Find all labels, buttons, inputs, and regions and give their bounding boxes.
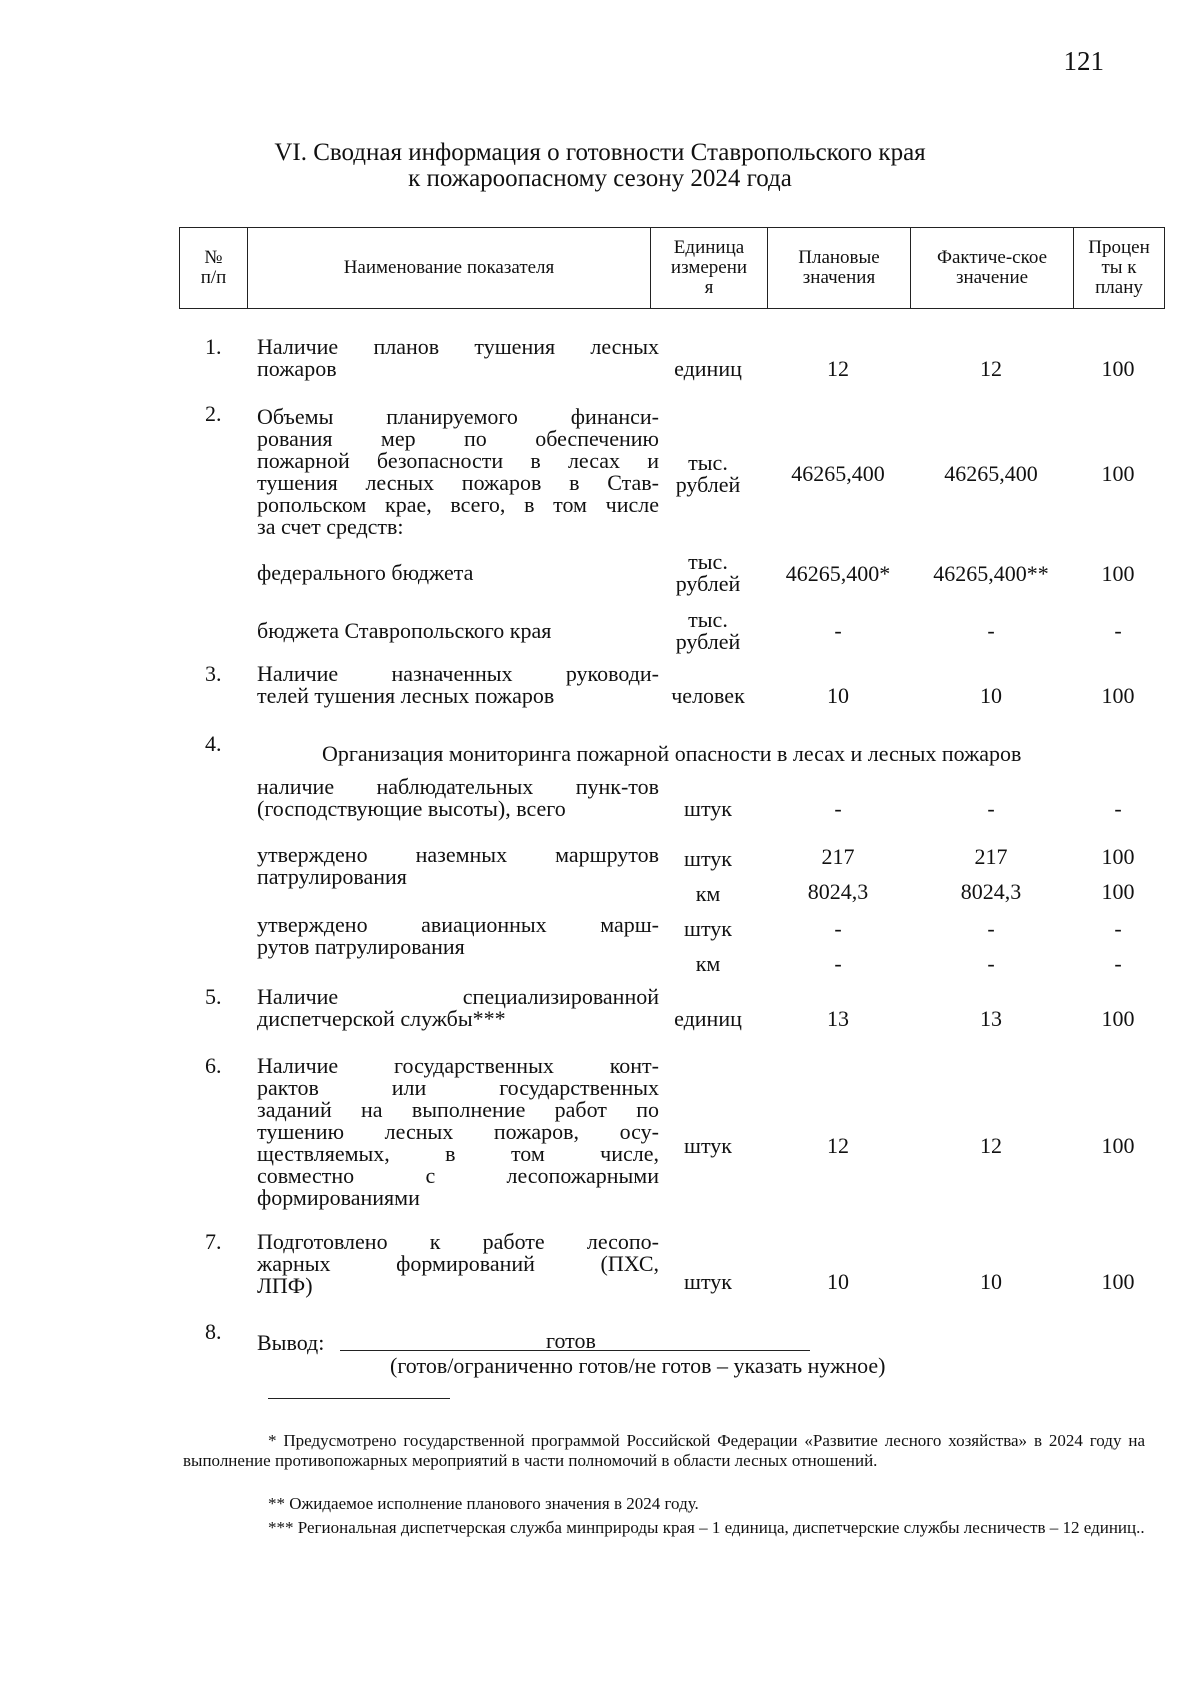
row-3-plan: 10: [827, 683, 849, 708]
row-4b-plan-1: 217: [821, 844, 855, 869]
header-fact: Фактиче-ское значение: [911, 228, 1074, 309]
row-2-fact: 46265,400: [944, 461, 1038, 486]
row-2a-name: федерального бюджета: [257, 560, 474, 585]
row-1-num: 1.: [205, 334, 222, 359]
header-name: Наименование показателя: [248, 228, 651, 309]
row-1-plan: 12: [827, 356, 849, 381]
row-2-name: Объемы планируемого финанси- рования мер по обеспечению пожарной безопасности в лесах и тушения лесных пожаров в Став- ропольском крае, всего, в том числе за счет средств:: [257, 404, 659, 539]
row-4c-percent-1: -: [1114, 916, 1122, 941]
row-7-fact: 10: [980, 1269, 1002, 1294]
row-2b-percent: -: [1114, 618, 1122, 643]
row-4b-fact-1: 217: [974, 844, 1008, 869]
row-4b-name: утверждено наземных маршрутов патрулирования: [257, 842, 659, 889]
row-3-fact: 10: [980, 683, 1002, 708]
row-3-name: Наличие назначенных руководи- телей тушения лесных пожаров: [257, 661, 659, 708]
row-2b-name: бюджета Ставропольского края: [257, 618, 552, 643]
row-2a-percent: 100: [1101, 561, 1135, 586]
page-number: 121: [1063, 46, 1104, 76]
row-5-unit: единиц: [674, 1006, 742, 1031]
table-header: [179, 227, 1165, 309]
row-2a-unit: тыс. рублей: [675, 549, 741, 596]
row-2b-unit: тыс. рублей: [675, 607, 741, 654]
row-6-fact: 12: [980, 1133, 1002, 1158]
row-4b-percent-2: 100: [1101, 879, 1135, 904]
conclusion-num: 8.: [205, 1319, 222, 1344]
row-7-name: Подготовлено к работе лесопо- жарных формирований (ПХС, ЛПФ): [257, 1229, 659, 1298]
row-1-percent: 100: [1101, 356, 1135, 381]
row-4c-fact-1: -: [987, 916, 995, 941]
row-4a-fact: -: [987, 796, 995, 821]
row-7-plan: 10: [827, 1269, 849, 1294]
row-1-unit: единиц: [674, 356, 742, 381]
row-6-plan: 12: [827, 1133, 849, 1158]
footnote-1: * Предусмотрено государственной программой Российской Федерации «Развитие лесного хозяйства» в 2024 году на выполнение противопожарных мероприятий в части полномочий в области лесных отношений.: [183, 1431, 1145, 1470]
row-2-percent: 100: [1101, 461, 1135, 486]
row-4a-unit: штук: [684, 796, 732, 821]
row-3-percent: 100: [1101, 683, 1135, 708]
conclusion-hint: (готов/ограниченно готов/не готов – указать нужное): [390, 1353, 886, 1378]
row-1-name: Наличие планов тушения лесных пожаров: [257, 334, 659, 381]
header-unit: Единица измерени я: [651, 228, 768, 309]
row-1-fact: 12: [980, 356, 1002, 381]
row-4b-unit-1: штук: [684, 846, 732, 871]
row-4-section-title: Организация мониторинга пожарной опасности в лесах и лесных пожаров: [322, 741, 1022, 766]
row-2b-plan: -: [834, 618, 842, 643]
row-4-num: 4.: [205, 731, 222, 756]
title-line-1: VI. Сводная информация о готовности Ставропольского края: [274, 139, 926, 166]
row-5-num: 5.: [205, 984, 222, 1009]
row-4c-plan-2: -: [834, 951, 842, 976]
page-title: [0, 140, 1200, 192]
footnote-3: *** Региональная диспетчерская служба минприроды края – 1 единица, диспетчерские службы лесничеств – 12 единиц..: [268, 1518, 1145, 1537]
row-5-fact: 13: [980, 1006, 1002, 1031]
row-6-num: 6.: [205, 1053, 222, 1078]
row-4a-name: наличие наблюдательных пунк-тов (господствующие высоты), всего: [257, 774, 659, 821]
row-4b-plan-2: 8024,3: [807, 879, 869, 904]
row-4c-fact-2: -: [987, 951, 995, 976]
row-3-unit: человек: [671, 683, 745, 708]
row-2a-plan: 46265,400*: [785, 561, 891, 586]
row-4b-fact-2: 8024,3: [960, 879, 1022, 904]
row-2-num: 2.: [205, 401, 222, 426]
row-5-plan: 13: [827, 1006, 849, 1031]
footnote-2: ** Ожидаемое исполнение планового значения в 2024 году.: [268, 1494, 699, 1513]
row-4b-percent-1: 100: [1101, 844, 1135, 869]
row-4c-plan-1: -: [834, 916, 842, 941]
row-6-unit: штук: [684, 1133, 732, 1158]
row-5-name: Наличие специализированной диспетчерской службы***: [257, 984, 659, 1031]
row-6-name: Наличие государственных конт- рактов или государственных заданий на выполнение работ по тушению лесных пожаров, осу- ществляемых, в том числе, совместно с лесопожарными формированиями: [257, 1053, 659, 1210]
row-4c-unit-2: км: [695, 951, 721, 976]
row-3-num: 3.: [205, 661, 222, 686]
row-7-percent: 100: [1101, 1269, 1135, 1294]
row-2a-fact: 46265,400**: [933, 561, 1049, 586]
footnote-divider: [268, 1398, 450, 1399]
header-plan: Плановые значения: [768, 228, 911, 309]
row-2-unit: тыс. рублей: [675, 450, 741, 497]
header-num: № п/п: [180, 228, 248, 309]
row-7-unit: штук: [684, 1269, 732, 1294]
conclusion-label: Вывод:: [257, 1330, 325, 1355]
row-7-num: 7.: [205, 1229, 222, 1254]
row-4c-name: утверждено авиационных марш- рутов патрулирования: [257, 912, 659, 959]
row-4c-percent-2: -: [1114, 951, 1122, 976]
row-2-plan: 46265,400: [791, 461, 885, 486]
conclusion-value: готов: [546, 1328, 596, 1353]
row-5-percent: 100: [1101, 1006, 1135, 1031]
row-2b-fact: -: [987, 618, 995, 643]
row-6-percent: 100: [1101, 1133, 1135, 1158]
row-4c-unit-1: штук: [684, 916, 732, 941]
header-percent: Процен ты к плану: [1074, 228, 1165, 309]
row-4a-plan: -: [834, 796, 842, 821]
row-4b-unit-2: км: [695, 881, 721, 906]
row-4a-percent: -: [1114, 796, 1122, 821]
title-line-2: к пожароопасному сезону 2024 года: [408, 165, 792, 192]
